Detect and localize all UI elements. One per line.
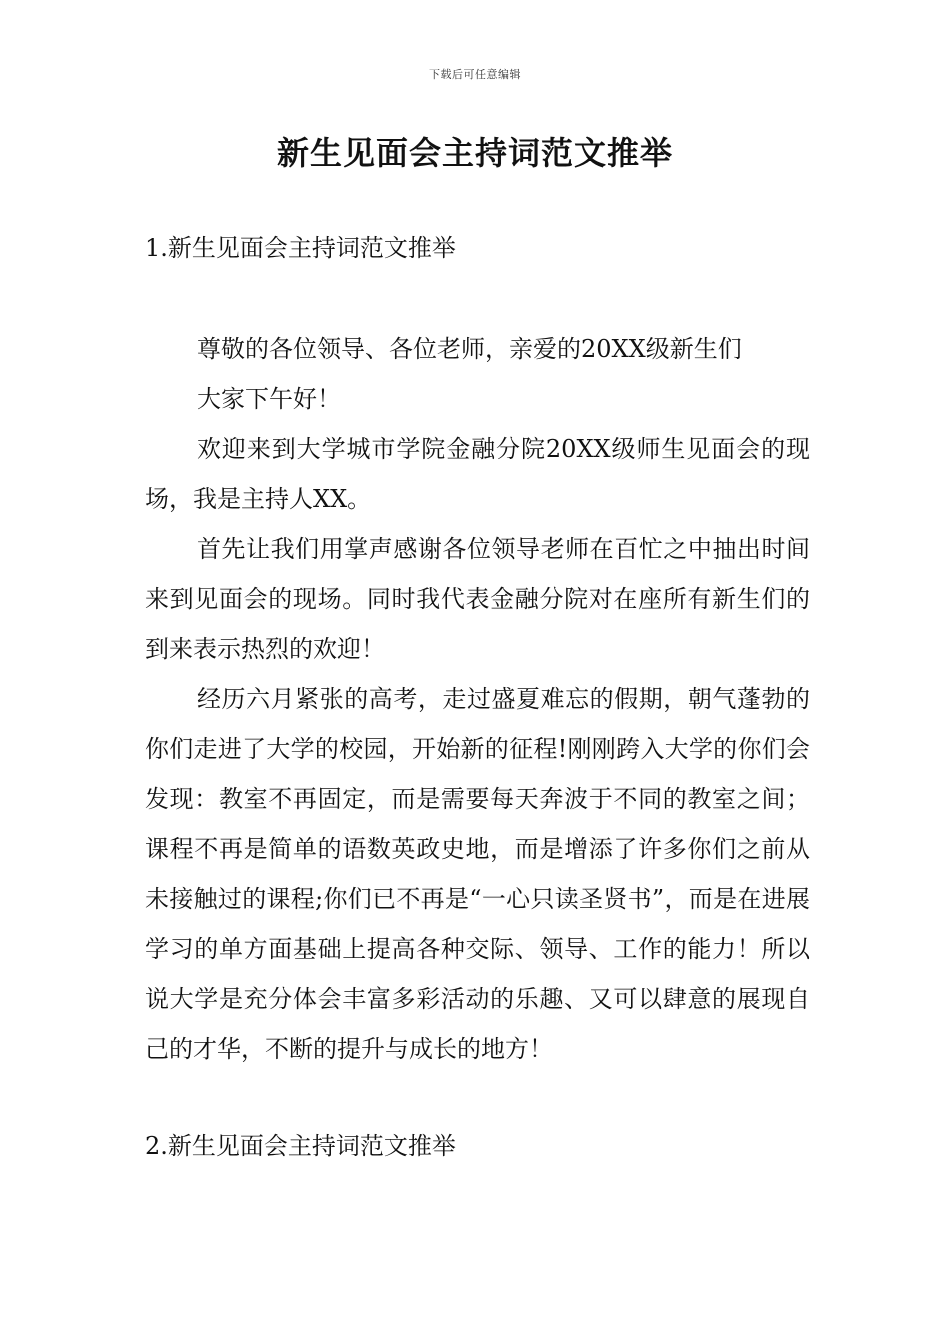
document-title: 新生见面会主持词范文推举 [276,134,673,172]
paragraph-university-life: 经历六月紧张的高考，走过盛夏难忘的假期，朝气蓬勃的你们走进了大学的校园，开始新的征程!刚刚跨入大学的你们会发现：教室不再固定，而是需要每天奔波于不同的教室之间；课程不再是简单的语数英政史地，而是增添了许多你们之前从未接触过的课程;你们已不再是“一心只读圣贤书”，而是在进展学习的单方面基础上提高各种交际、领导、工作的能力！所以说大学是充分体会丰富多彩活动的乐趣、又可以肆意的展现自己的才华，不断的提升与成长的地方！ [145,685,810,1063]
paragraph-salutation: 尊敬的各位领导、各位老师，亲爱的20XX级新生们 [197,335,742,363]
page-header-note: 下载后可任意编辑 [429,68,521,81]
paragraph-thanks: 首先让我们用掌声感谢各位领导老师在百忙之中抽出时间来到见面会的现场。同时我代表金融分院对在座所有新生们的到来表示热烈的欢迎！ [145,535,810,663]
section-1-body [145,324,810,1074]
section-2-heading: 2.新生见面会主持词范文推举 [145,1132,456,1160]
paragraph-welcome: 欢迎来到大学城市学院金融分院20XX级师生见面会的现场，我是主持人XX。 [145,435,810,513]
paragraph-greeting: 大家下午好！ [197,385,341,413]
section-1-heading: 1.新生见面会主持词范文推举 [145,234,456,262]
